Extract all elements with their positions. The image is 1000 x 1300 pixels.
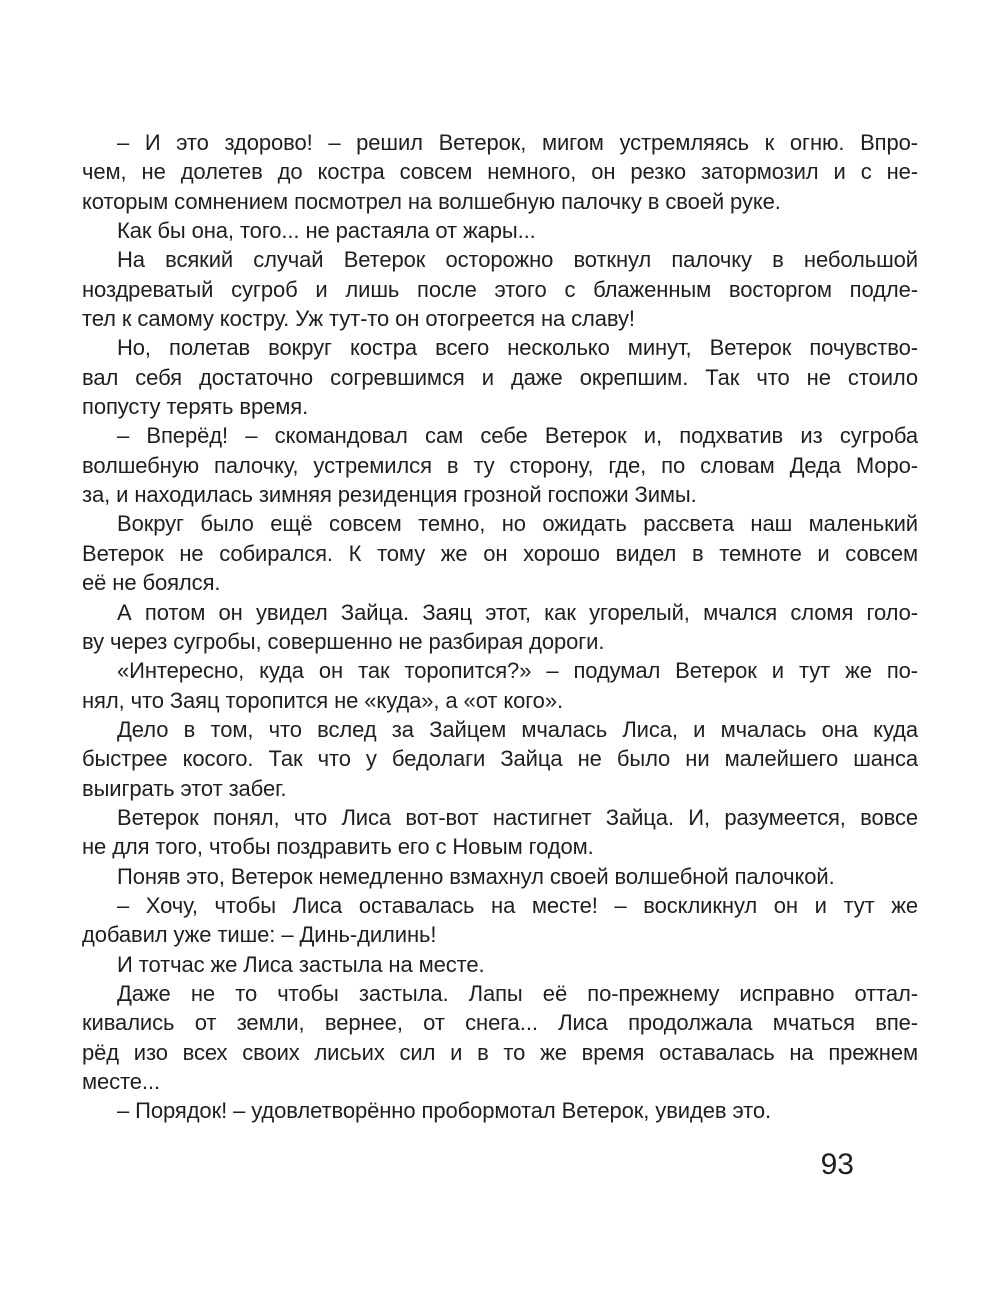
text-line: её не боялся.	[82, 570, 221, 596]
text-line: На всякий случай Ветерок осторожно воткнул палочку в небольшой	[117, 247, 918, 273]
text-line: попусту терять время.	[82, 394, 309, 420]
paragraph	[82, 509, 918, 597]
paragraph	[82, 216, 918, 245]
text-line: нял, что Заяц торопится не «куда», а «от кого».	[82, 687, 563, 713]
paragraph	[82, 862, 918, 891]
paragraph	[82, 598, 918, 657]
paragraph	[82, 891, 918, 950]
text-line: И тотчас же Лиса застыла на месте.	[117, 951, 485, 977]
paragraph	[82, 715, 918, 803]
paragraph	[82, 950, 918, 979]
text-line: рёд изо всех своих лисьих сил и в то же время оставалась на прежнем	[82, 1039, 918, 1065]
text-line: – И это здорово! – решил Ветерок, мигом устремляясь к огню. Впро-	[117, 130, 918, 155]
text-line: – Хочу, чтобы Лиса оставалась на месте! – воскликнул он и тут же	[117, 892, 918, 918]
text-line: Вокруг было ещё совсем темно, но ожидать рассвета наш маленький	[117, 511, 918, 537]
text-line: за, и находилась зимняя резиденция грозной госпожи Зимы.	[82, 482, 697, 508]
text-line: которым сомнением посмотрел на волшебную палочку в своей руке.	[82, 188, 781, 214]
text-line: не для того, чтобы поздравить его с Новым годом.	[82, 834, 594, 860]
text-line: чем, не долетев до костра совсем немного, он резко затормозил и с не-	[82, 159, 918, 185]
text-line: ноздреватый сугроб и лишь после этого с блаженным восторгом подле-	[82, 276, 918, 302]
page-text	[82, 128, 918, 1126]
paragraph	[82, 128, 918, 216]
text-line: добавил уже тише: – Динь-дилинь!	[82, 922, 437, 948]
text-line: Даже не то чтобы застыла. Лапы её по-прежнему исправно оттал-	[117, 980, 918, 1006]
paragraph	[82, 1096, 918, 1125]
text-line: Как бы она, того... не растаяла от жары...	[117, 218, 536, 244]
text-line: вал себя достаточно согревшимся и даже окрепшим. Так что не стоило	[82, 364, 918, 390]
text-line: – Порядок! – удовлетворённо пробормотал Ветерок, увидев это.	[117, 1098, 771, 1124]
text-line: А потом он увидел Зайца. Заяц этот, как угорелый, мчался сломя голо-	[117, 599, 918, 625]
text-line: «Интересно, куда он так торопится?» – подумал Ветерок и тут же по-	[117, 658, 918, 684]
text-line: Ветерок не собирался. К тому же он хорошо видел в темноте и совсем	[82, 540, 918, 566]
text-line: выиграть этот забег.	[82, 775, 287, 801]
text-line: быстрее косого. Так что у бедолаги Зайца не было ни малейшего шанса	[82, 746, 918, 772]
text-line: тел к самому костру. Уж тут-то он отогреется на славу!	[82, 306, 635, 332]
paragraph	[82, 656, 918, 715]
text-line: кивались от земли, вернее, от снега... Лиса продолжала мчаться впе-	[82, 1010, 918, 1036]
paragraph	[82, 803, 918, 862]
text-line: волшебную палочку, устремился в ту сторону, где, по словам Деда Моро-	[82, 452, 918, 478]
paragraph	[82, 333, 918, 421]
text-line: Дело в том, что вслед за Зайцем мчалась Лиса, и мчалась она куда	[117, 716, 918, 742]
paragraph	[82, 245, 918, 333]
text-line: месте...	[82, 1069, 160, 1094]
text-line: Поняв это, Ветерок немедленно взмахнул своей волшебной палочкой.	[117, 863, 835, 889]
text-line: Ветерок понял, что Лиса вот-вот настигнет Зайца. И, разумеется, вовсе	[117, 804, 918, 830]
page-number: 93	[820, 1148, 854, 1181]
text-line: Но, полетав вокруг костра всего несколько минут, Ветерок почувство-	[117, 335, 918, 361]
text-line: ву через сугробы, совершенно не разбирая дороги.	[82, 628, 605, 654]
paragraph	[82, 979, 918, 1096]
text-line: – Вперёд! – скомандовал сам себе Ветерок и, подхватив из сугроба	[117, 423, 918, 449]
paragraph	[82, 421, 918, 509]
